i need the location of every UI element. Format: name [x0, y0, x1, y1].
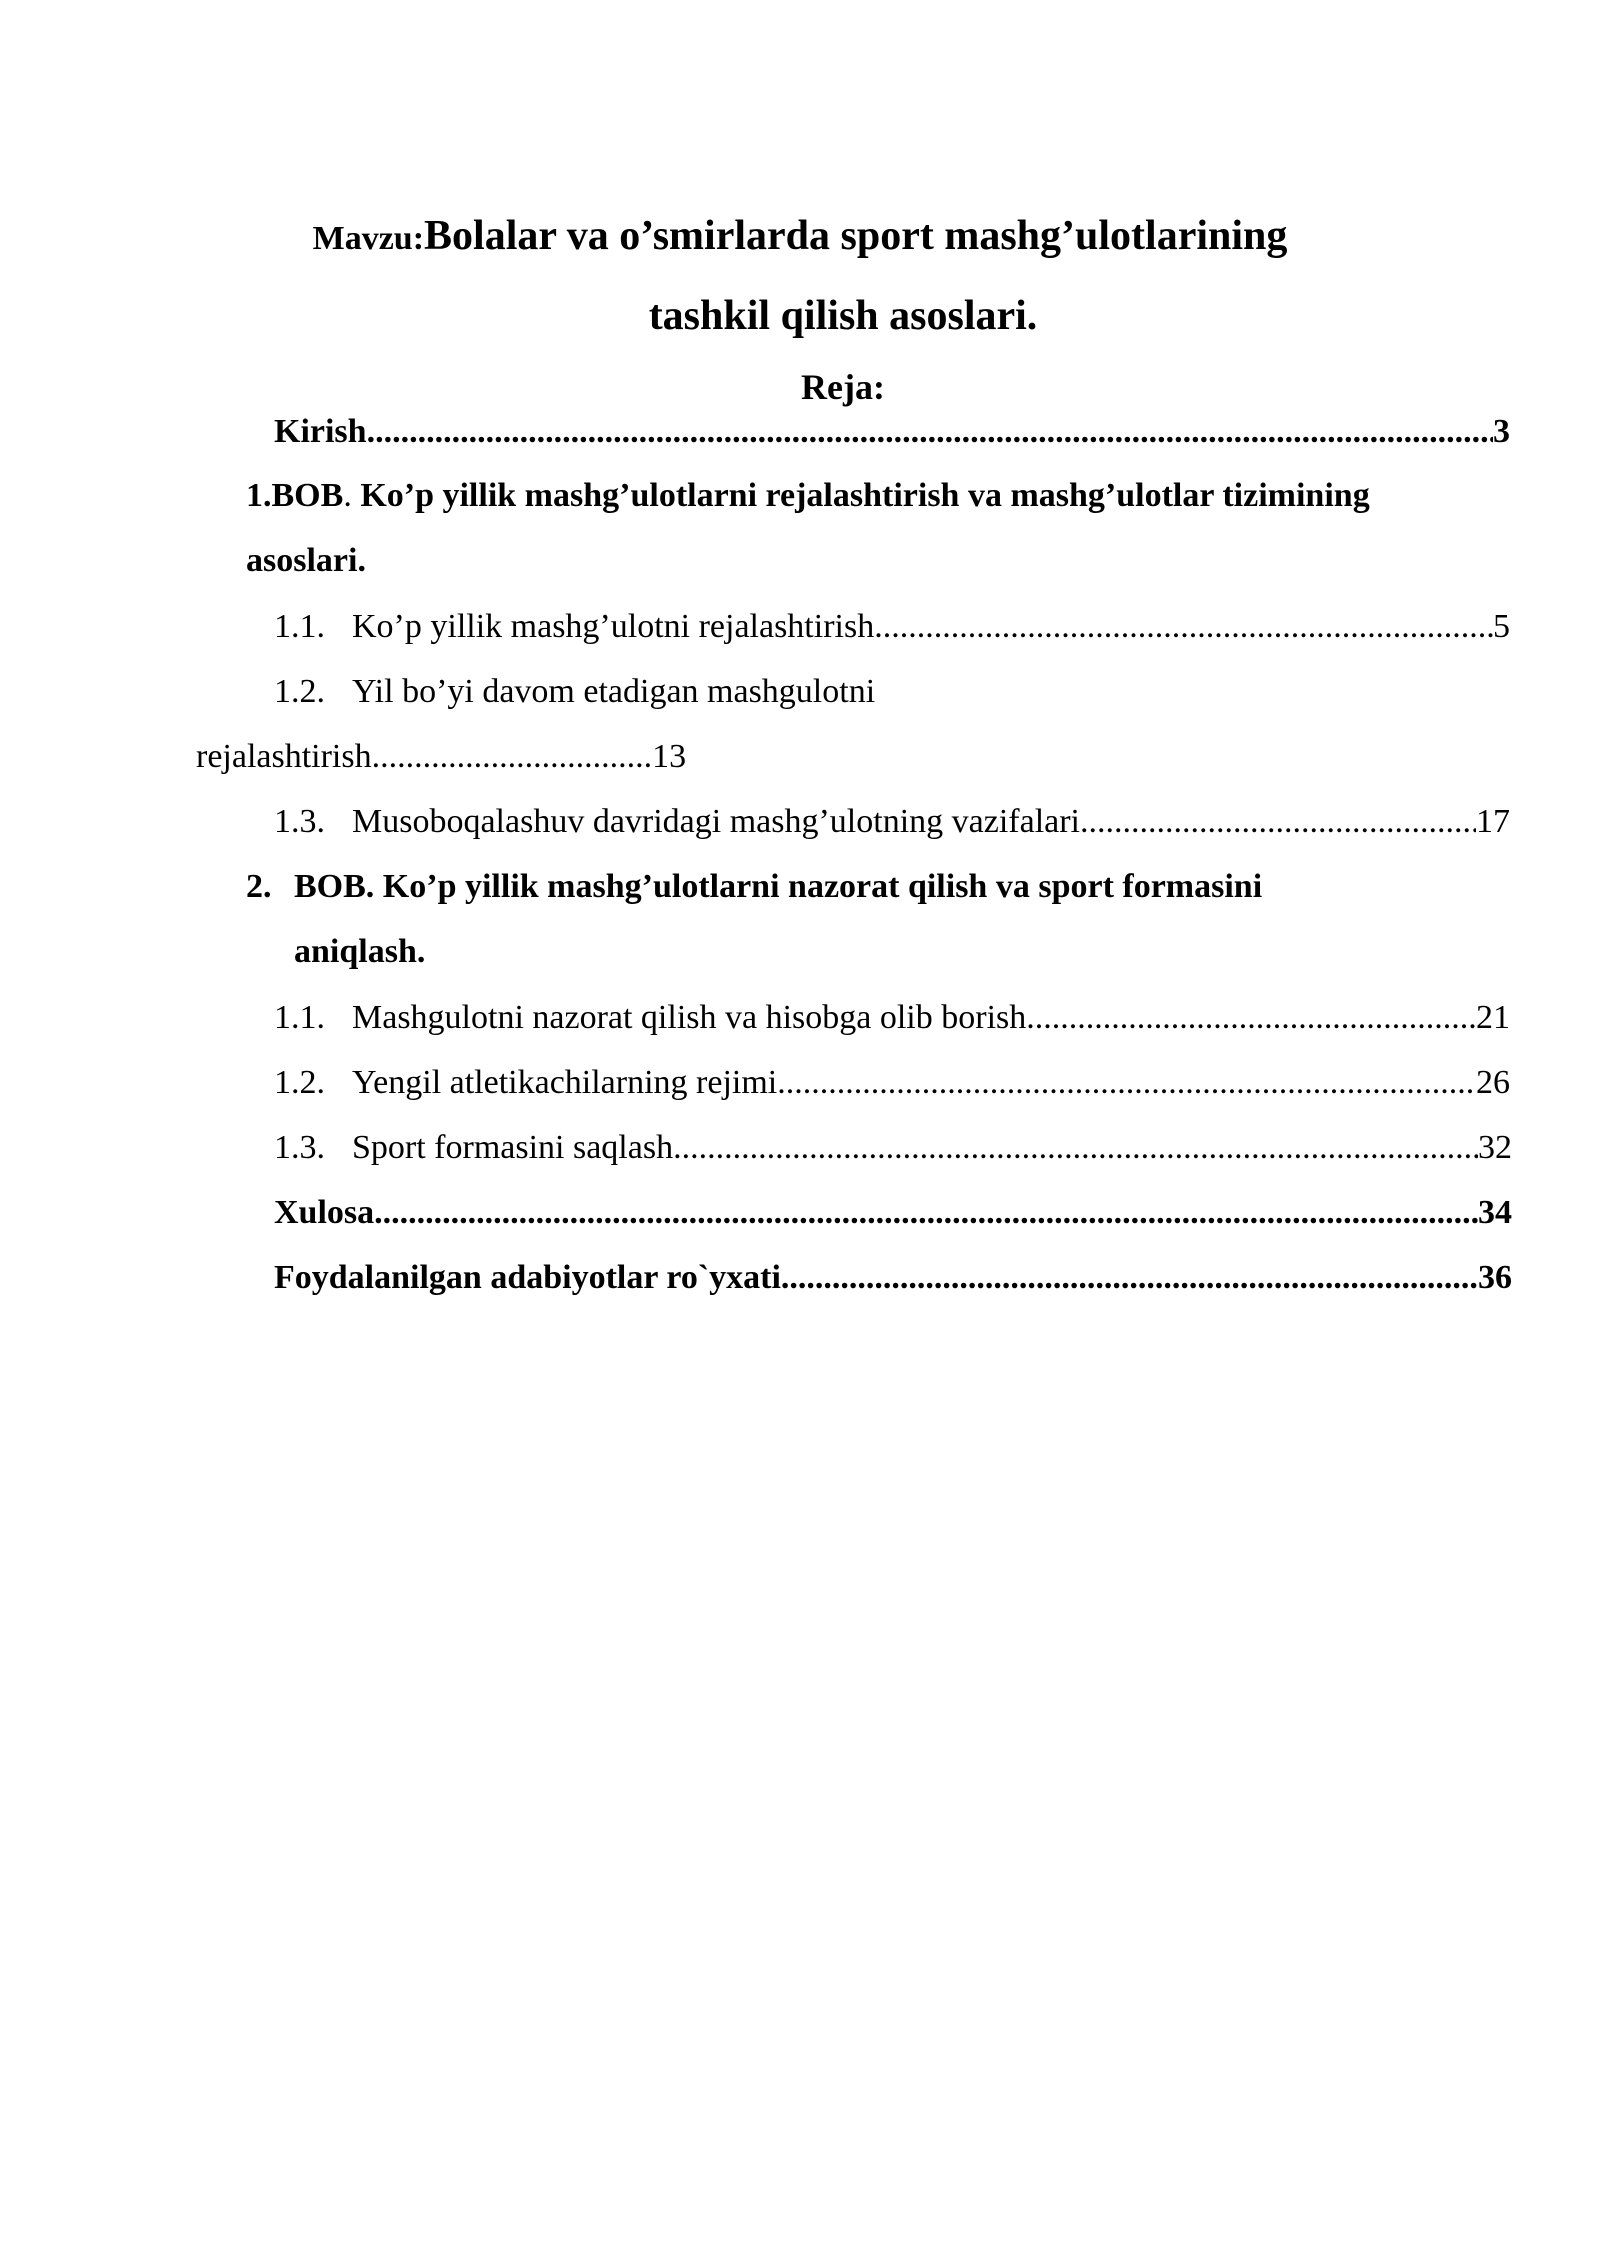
toc-page-number: 17	[1476, 803, 1510, 840]
toc-chapter-1-heading[interactable]	[246, 474, 1370, 518]
toc-label: Musoboqalashuv davridagi mashg’ulotning vazifalari	[352, 803, 1080, 840]
toc-label: Ko’p yillik mashg’ulotni rejalashtirish	[352, 608, 875, 645]
toc-label: Kirish	[274, 413, 367, 450]
toc-page-number: 34	[1478, 1194, 1512, 1231]
toc-number: 1.1.	[274, 999, 325, 1036]
toc-leader	[367, 410, 1493, 454]
toc-leader	[781, 1256, 1478, 1300]
chapter-title-line-2: aniqlash.	[294, 933, 426, 970]
chapter-number: 2.	[246, 868, 272, 905]
page-title-line-2: tashkil qilish asoslari.	[648, 293, 1038, 339]
toc-page-number: 3	[1493, 413, 1510, 450]
toc-page-number: 26	[1476, 1064, 1510, 1101]
toc-number: 1.3.	[274, 803, 325, 840]
toc-entry-references[interactable]	[274, 1256, 1512, 1300]
toc-page-number: 36	[1478, 1259, 1512, 1296]
toc-number: 1.2.	[274, 673, 325, 710]
toc-page-number: 32	[1478, 1129, 1512, 1166]
toc-leader	[1080, 800, 1476, 844]
toc-entry-2-1-1[interactable]	[274, 996, 1510, 1040]
toc-leader	[874, 605, 1493, 649]
page-title-line-1	[0, 212, 1600, 260]
toc-label: Yengil atletikachilarning rejimi	[352, 1064, 778, 1101]
toc-page-number: 13	[652, 738, 687, 775]
toc-label: Mashgulotni nazorat qilish va hisobga olib borish	[352, 999, 1027, 1036]
chapter-number-dot: .	[343, 477, 352, 514]
toc-number: 1.2.	[274, 1064, 325, 1101]
toc-leader	[673, 1126, 1478, 1170]
chapter-title-line-1: Ko’p yillik mashg’ulotlarni rejalashtirish va mashg’ulotlar tizimining	[351, 477, 1370, 514]
toc-leader	[777, 1061, 1476, 1105]
toc-entry-1-3[interactable]	[274, 800, 1510, 844]
toc-label: Foydalanilgan adabiyotlar ro`yxati	[274, 1259, 781, 1296]
chapter-title-line-1: BOB. Ko’p yillik mashg’ulotlarni nazorat qilish va sport formasini	[294, 868, 1263, 905]
chapter-number: 1.BOB	[246, 477, 344, 514]
title-text-line-1: Bolalar va o’smirlarda sport mashg’ulotlarining	[424, 213, 1288, 259]
toc-page-number: 5	[1493, 608, 1510, 645]
toc-entry-1-1[interactable]	[274, 605, 1510, 649]
toc-label: Sport formasini saqlash	[352, 1129, 674, 1166]
toc-entry-xulosa[interactable]	[274, 1191, 1512, 1235]
toc-entry-1-2-line-2[interactable]	[196, 735, 686, 779]
toc-label: Yil bo’yi davom etadigan mashgulotni	[352, 673, 876, 710]
toc-page-number: 21	[1476, 999, 1510, 1036]
plan-heading: Reja:	[801, 367, 885, 407]
toc-label-continued: rejalashtirish	[196, 738, 372, 775]
toc-number: 1.3.	[274, 1129, 325, 1166]
toc-leader	[374, 1191, 1478, 1235]
toc-entry-2-1-3[interactable]	[274, 1126, 1512, 1170]
toc-leader: .................................	[371, 738, 653, 775]
toc-entry-2-1-2[interactable]	[274, 1061, 1510, 1105]
toc-leader	[1026, 996, 1476, 1040]
toc-chapter-2-heading[interactable]	[246, 865, 1262, 909]
toc-label: Xulosa	[274, 1194, 375, 1231]
toc-entry-1-2-line-1[interactable]	[274, 670, 875, 714]
title-prefix: Mavzu:	[312, 220, 425, 257]
chapter-title-line-2: asoslari.	[246, 542, 366, 579]
toc-entry-kirish[interactable]	[274, 410, 1510, 454]
toc-number: 1.1.	[274, 608, 325, 645]
